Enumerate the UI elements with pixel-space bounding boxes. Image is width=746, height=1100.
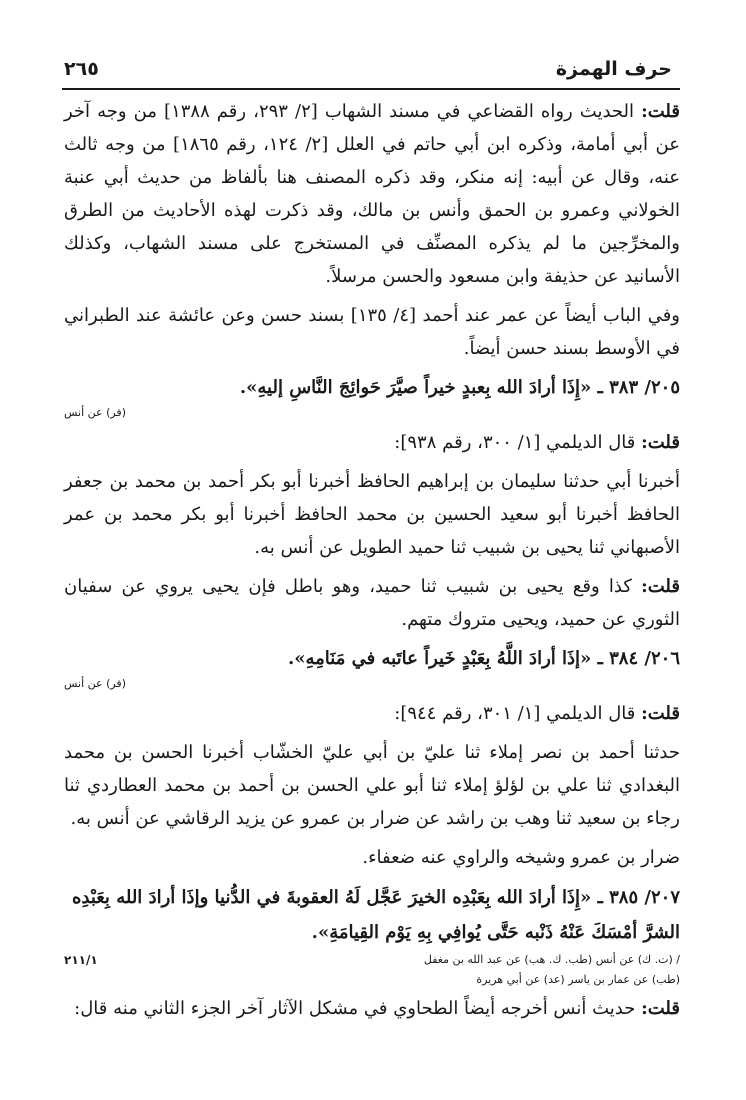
- qultu-label: قلت:: [641, 576, 680, 597]
- hadith-205-source: [64, 404, 680, 422]
- hadith-text: «إذَا أرادَ اللَّهُ بِعَبْدٍ خَيراً عاتَبه في مَنَامِهِ».: [288, 648, 592, 669]
- hadith-207-source-2: (طب) عن عمار بن ياسر (عد) عن أبي هريرة: [476, 973, 680, 986]
- paragraph-text: الحديث رواه القضاعي في مسند الشهاب [٢/ ٢٩٣، رقم ١٣٨٨] من وجه آخر عن أبي أمامة، وذكره ابن أبي حاتم في العلل [٢/ ١٢٤، رقم ١٨٦٥] من وجه ثالث عنه، وقال عن أبيه: إنه منكر، وقد ذكره المصنف هنا بألفاظ من حديث أبي عنبة الخولاني وعمرو بن الحمق وأنس بن مالك، وقد ذكرت لهذه الأحاديث من الطرق والمخرِّجين ما لم يذكره المصنِّف في المستخرج على مسند الشهاب، وكذلك الأسانيد عن حذيفة وابن مسعود والحسن مرسلاً.: [64, 101, 680, 287]
- hadith-text: «إِذَا أرادَ الله بِعَبْدِه الخيرَ عَجَّل لَهُ العقوبةَ في الدُّنيا وإذَا أرادَ الله بِعَبْدِه الشرَّ أمْسَكَ عَنْهُ ذَنْبه حَتَّى يُوافِي بِهِ يَوْم القِيامَةِ».: [71, 887, 680, 943]
- hadith-number: ٢٠٥/ ٣٨٣ ـ: [597, 377, 680, 398]
- note-206: ضرار بن عمرو وشيخه والراوي عنه ضعفاء.: [362, 847, 680, 868]
- page-body: [64, 95, 680, 1031]
- qultu-label: قلت:: [641, 432, 680, 453]
- running-title: حرف الهمزة: [555, 58, 672, 80]
- hadith-text: «إِذَا أرادَ الله بِعبدٍ خيراً صيَّرَ حَوائِجَ النَّاسِ إليهِ».: [239, 377, 592, 398]
- hadith-206-source: [64, 675, 680, 693]
- qultu-205: [64, 426, 680, 459]
- hadith-206: [64, 642, 680, 675]
- qultu-label: قلت:: [641, 998, 680, 1019]
- source-text: (فر) عن أنس: [64, 677, 126, 690]
- qultu-label: قلت:: [641, 101, 680, 122]
- hadith-205: [64, 371, 680, 404]
- qultu-206: [64, 697, 680, 730]
- qultu-text: حديث أنس أخرجه أيضاً الطحاوي في مشكل الآثار آخر الجزء الثاني منه قال:: [74, 998, 636, 1019]
- source-text: / (ت. ك) عن أنس (طب. ك. هب) عن عبد الله بن مغفل: [423, 953, 680, 966]
- comment-text: كذا وقع يحيى بن شبيب ثنا حميد، وهو باطل فإن يحيى يروي عن سفيان الثوري عن حميد، ويحيى متروك متهم.: [64, 576, 680, 630]
- paragraph-qultu-1: [64, 95, 680, 293]
- isnad-205: أخبرنا أبي حدثنا سليمان بن إبراهيم الحافظ أخبرنا أبو بكر أحمد بن محمد بن جعفر الحافظ أخبرنا أبو سعيد الحسين بن محمد الحافظ أخبرنا أبو بكر محمد بن عمر الأصبهاني ثنا يحيى بن شبيب ثنا حميد الطويل عن أنس به.: [64, 471, 680, 558]
- paragraph-bab: وفي الباب أيضاً عن عمر عند أحمد [٤/ ١٣٥] بسند حسن وعن عائشة عند الطبراني في الأوسط بسند حسن أيضاً.: [64, 305, 681, 359]
- hadith-number: ٢٠٧/ ٣٨٥ ـ: [597, 887, 680, 908]
- comment-205: [64, 570, 680, 636]
- qultu-label: قلت:: [641, 703, 680, 724]
- isnad-206: حدثنا أحمد بن نصر إملاء ثنا عليّ بن أبي عليّ الخشّاب أخبرنا الحسن بن محمد البغدادي ثنا علي بن لؤلؤ إملاء ثنا أبو علي الحسن بن أحمد بن محمد العطاردي ثنا رجاء بن سعيد ثنا وهب بن راشد عن ضرار بن عمرو عن يزيد الرقاشي عن أنس به.: [64, 742, 680, 829]
- source-text: (فر) عن أنس: [64, 406, 126, 419]
- hadith-number: ٢٠٦/ ٣٨٤ ـ: [597, 648, 680, 669]
- qultu-text: قال الديلمي [١/ ٣٠١، رقم ٩٤٤]:: [394, 703, 636, 724]
- hadith-207-source-line: [64, 950, 680, 970]
- page-number: ٢٦٥: [64, 58, 99, 80]
- header-rule: [62, 88, 680, 90]
- hadith-207: [64, 880, 680, 950]
- qultu-text: قال الديلمي [١/ ٣٠٠، رقم ٩٣٨]:: [394, 432, 636, 453]
- cross-reference: ٢١١/١: [64, 953, 98, 967]
- qultu-207: [64, 992, 680, 1025]
